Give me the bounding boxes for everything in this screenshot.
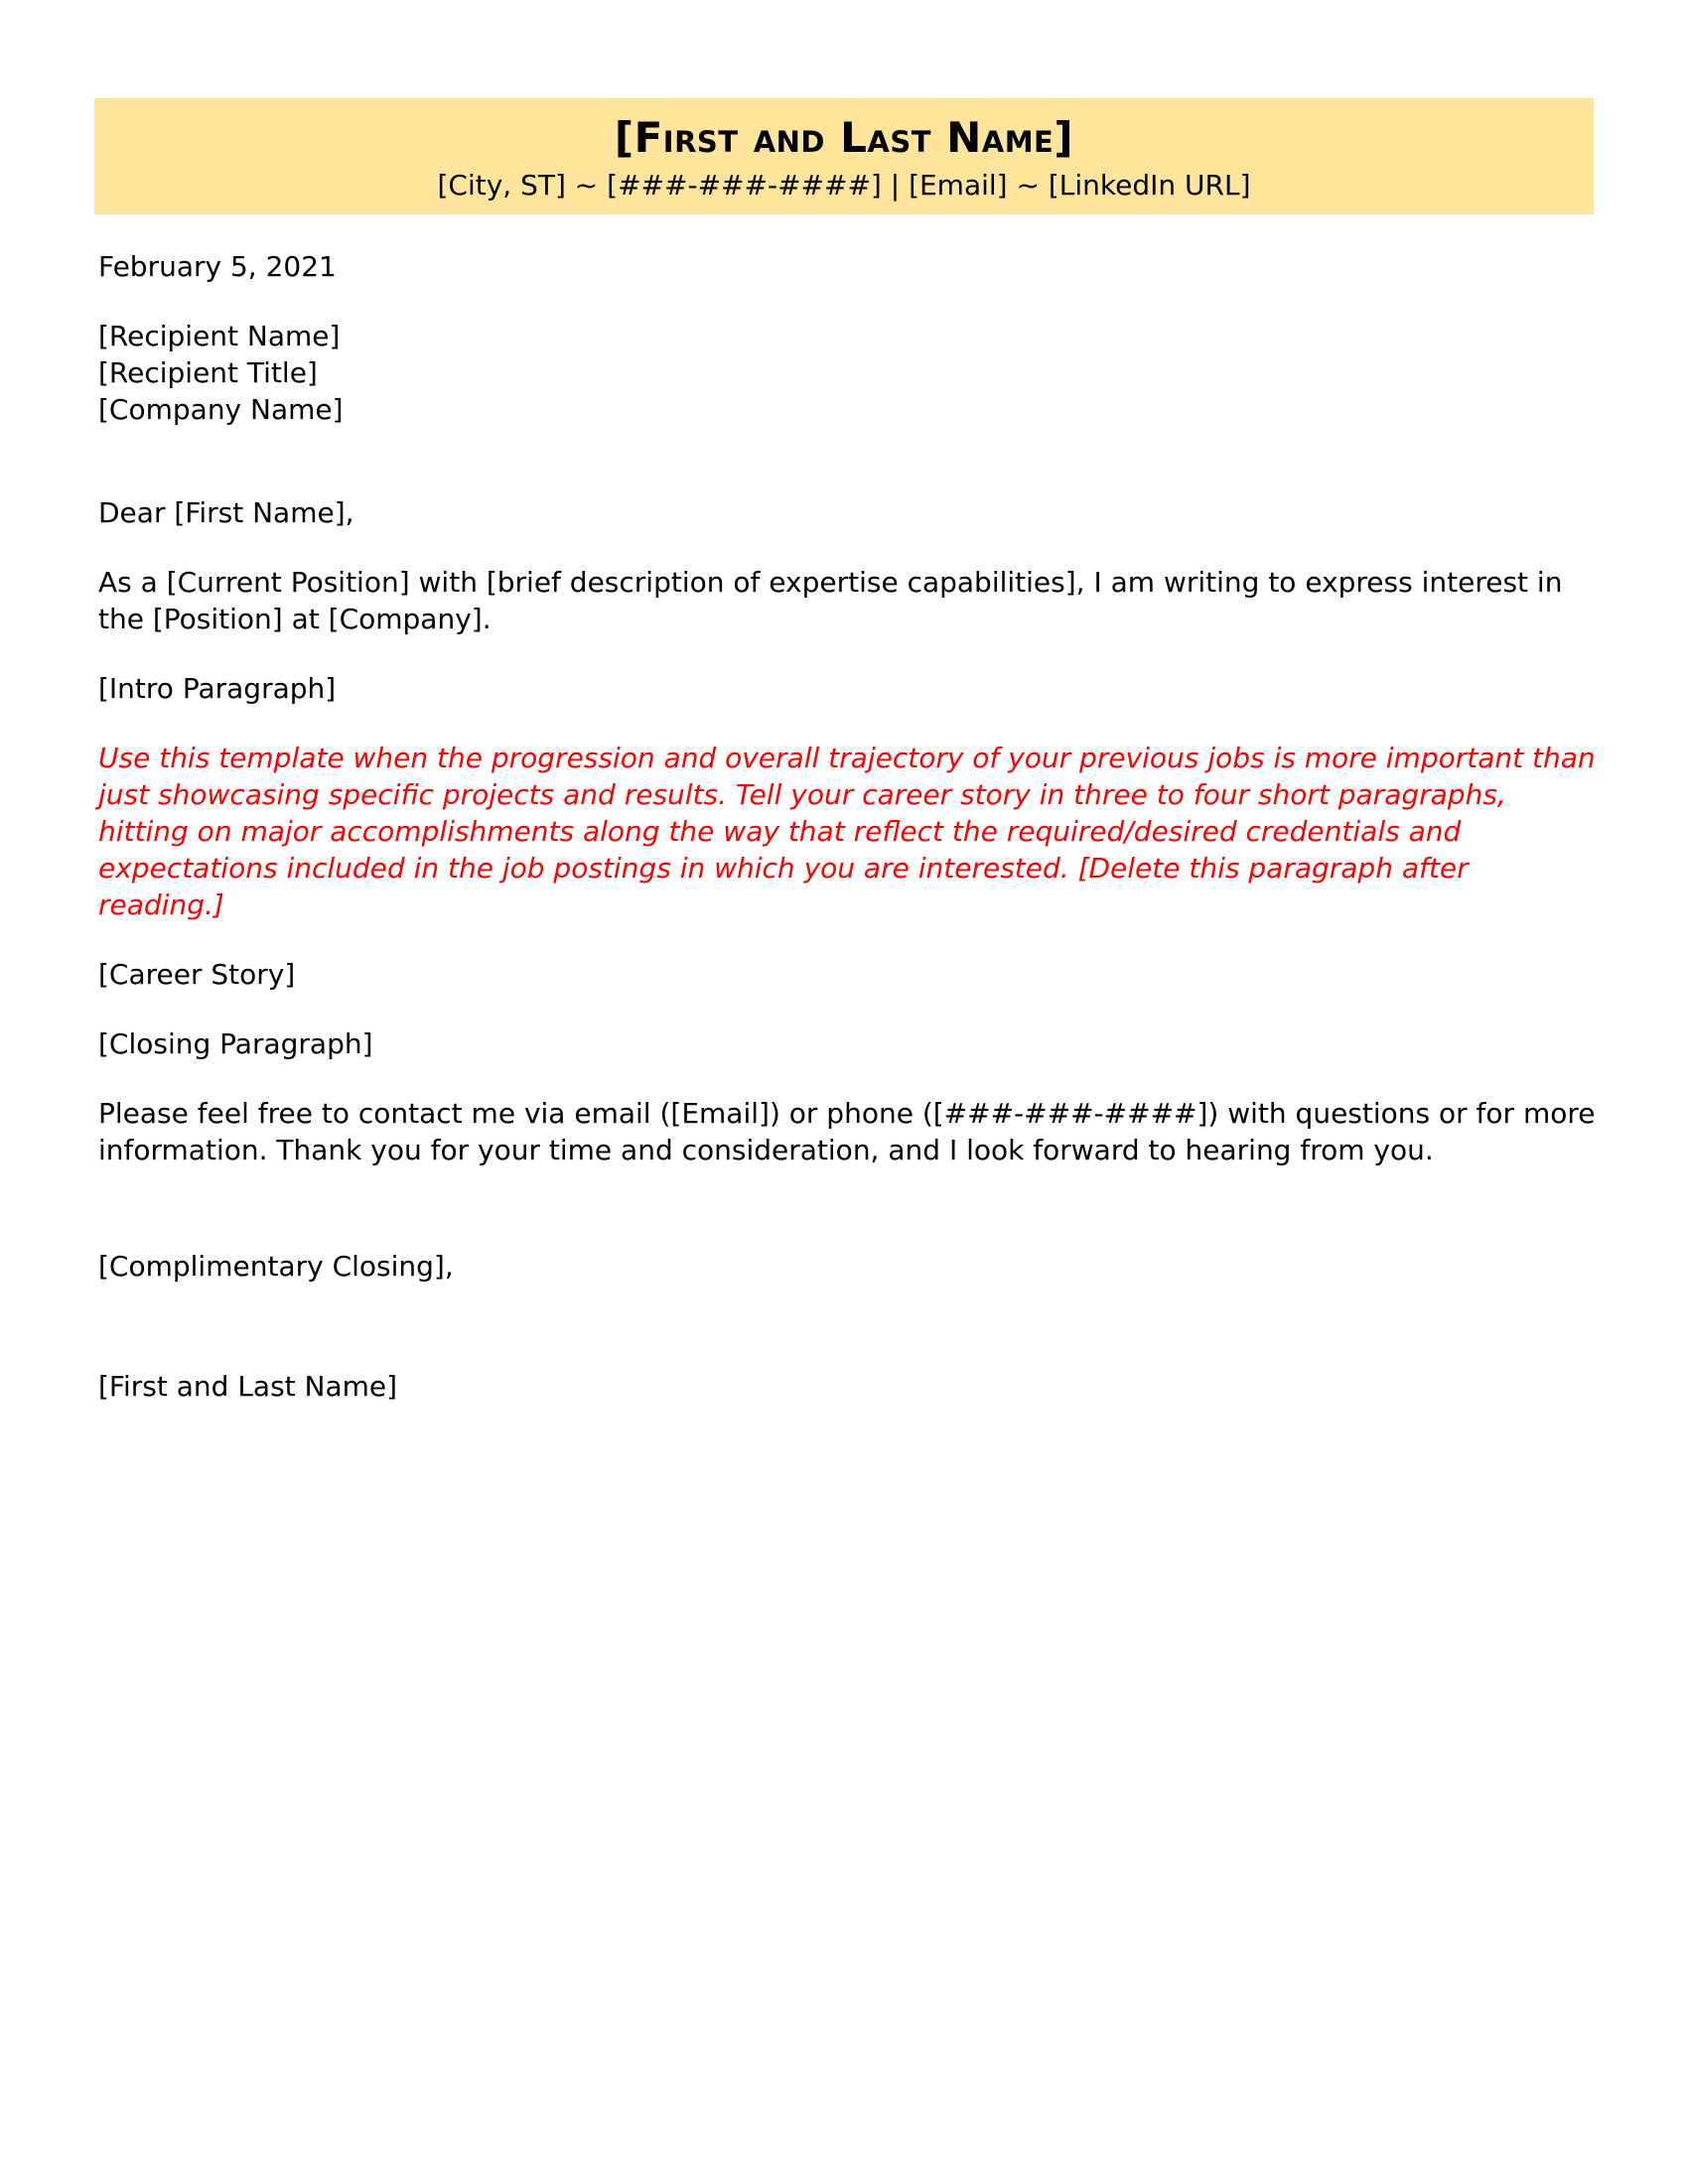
opening-paragraph: As a [Current Position] with [brief description of expertise capabilities], I am writing to express interest in the [Position] at [Company].	[98, 566, 1563, 635]
contact-paragraph: Please feel free to contact me via email ([Email]) or phone ([###-###-####]) with questions or for more information. Thank you for your time and consideration, and I look forward to hearing from you.	[98, 1097, 1596, 1166]
letter-date: February 5, 2021	[98, 250, 337, 283]
letterhead	[94, 98, 1594, 214]
recipient-block	[98, 318, 1598, 428]
closing-paragraph: [Closing Paragraph]	[98, 1027, 373, 1060]
career-story-paragraph: [Career Story]	[98, 958, 296, 991]
sender-contact-line: [City, ST] ~ [###-###-####] | [Email] ~ [LinkedIn URL]	[437, 169, 1251, 202]
signature-name: [First and Last Name]	[98, 1370, 398, 1403]
recipient-name: [Recipient Name]	[98, 320, 341, 352]
complimentary-closing: [Complimentary Closing],	[98, 1250, 454, 1283]
recipient-title: [Recipient Title]	[98, 356, 318, 389]
intro-paragraph: [Intro Paragraph]	[98, 672, 337, 705]
salutation: Dear [First Name],	[98, 496, 354, 529]
sender-name: [First and Last Name]	[614, 113, 1074, 162]
template-instruction-note: Use this template when the progression and overall trajectory of your previous jobs is more important than just showcasing specific projects and results. Tell your career story in three to four short paragraphs, hitting on major accomplishments along the way that reflect the required/desired credentials and expectations included in the job postings in which you are interested. [Delete this paragraph after reading.]	[98, 742, 1596, 921]
recipient-company: [Company Name]	[98, 393, 344, 426]
letter-body	[98, 248, 1598, 1405]
